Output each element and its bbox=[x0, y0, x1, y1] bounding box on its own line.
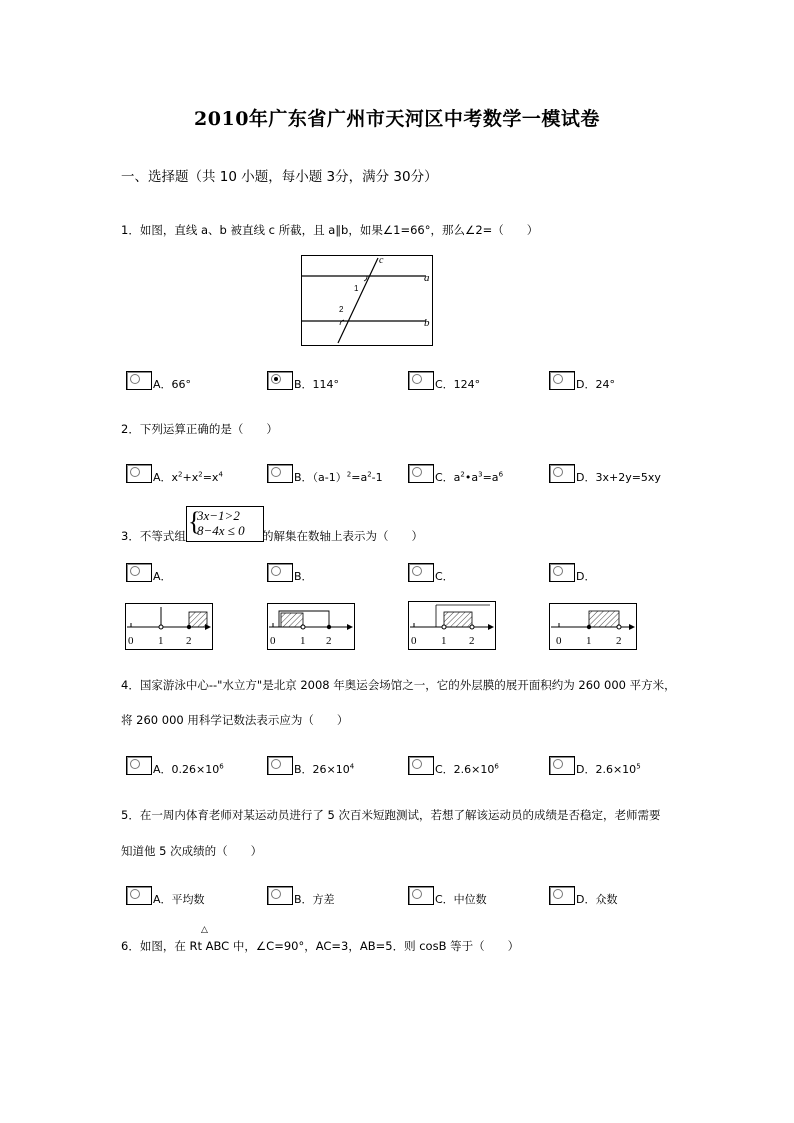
inequality-system: { 3x−1>2 8−4x ≤ 0 bbox=[186, 506, 264, 542]
label-angle-1: 1 bbox=[354, 284, 359, 293]
question-6-text: 6．如图，在 Rt ABC 中，∠C=90°，AC=3，AB=5．则 cosB 等于（ ） bbox=[121, 939, 520, 953]
question-1-figure bbox=[301, 255, 433, 346]
label-c: c bbox=[379, 255, 384, 266]
inequality-2: 8−4x ≤ 0 bbox=[197, 523, 245, 538]
question-1-text: 1．如图，直线 a、b 被直线 c 所截，且 a∥b，如果∠1=66°，那么∠2=（ ） bbox=[121, 223, 539, 237]
tick-2: 2 bbox=[326, 635, 332, 647]
option-label: D．3x+2y=5xy bbox=[576, 471, 661, 484]
label-angle-2: 2 bbox=[339, 305, 344, 314]
radio-button[interactable] bbox=[267, 886, 293, 905]
tick-0: 0 bbox=[411, 635, 417, 647]
option-label: D． bbox=[576, 570, 596, 583]
question-3-suffix: 的解集在数轴上表示为（ ） bbox=[262, 529, 423, 543]
tick-2: 2 bbox=[186, 635, 192, 647]
inequality-1: 3x−1>2 bbox=[197, 508, 240, 523]
label-a: a bbox=[424, 272, 430, 284]
question-3-prefix: 3．不等式组 bbox=[121, 529, 186, 543]
option-label: A．$x^2+x^2=x^4$ bbox=[153, 470, 223, 484]
option-label: C．$a^2•a^3=a^6$ bbox=[435, 470, 504, 484]
tick-0: 0 bbox=[270, 635, 276, 647]
option-label: B．114° bbox=[294, 378, 340, 391]
radio-button[interactable] bbox=[126, 886, 152, 905]
question-4-line-2: 将 260 000 用科学记数法表示应为（ ） bbox=[121, 713, 349, 727]
radio-button[interactable] bbox=[549, 371, 575, 390]
number-line-b bbox=[267, 603, 355, 650]
option-label: B．方差 bbox=[294, 893, 335, 906]
number-line-a bbox=[125, 603, 213, 650]
radio-button[interactable] bbox=[408, 756, 434, 775]
option-label: C． bbox=[435, 570, 454, 583]
option-label: A． bbox=[153, 570, 172, 583]
tick-2: 2 bbox=[616, 635, 622, 647]
radio-button[interactable] bbox=[126, 464, 152, 483]
option-label: A．66° bbox=[153, 378, 192, 391]
radio-button[interactable] bbox=[549, 756, 575, 775]
option-label: A．$0.26\times 10^6$ bbox=[153, 762, 224, 776]
radio-button-selected[interactable] bbox=[267, 371, 293, 390]
radio-button[interactable] bbox=[549, 886, 575, 905]
option-label: B．$26\times 10^4$ bbox=[294, 762, 355, 776]
tick-1: 1 bbox=[300, 635, 306, 647]
radio-button[interactable] bbox=[267, 563, 293, 582]
option-label: C．中位数 bbox=[435, 893, 487, 906]
triangle-symbol: △ bbox=[201, 925, 208, 935]
radio-button[interactable] bbox=[549, 563, 575, 582]
page-title: 2010年广东省广州市天河区中考数学一模试卷 bbox=[194, 108, 600, 130]
number-line-c bbox=[408, 601, 496, 650]
option-label: D．$2.6\times 10^5$ bbox=[576, 762, 641, 776]
option-label: D．众数 bbox=[576, 893, 618, 906]
radio-button[interactable] bbox=[408, 464, 434, 483]
tick-1: 1 bbox=[158, 635, 164, 647]
label-b: b bbox=[424, 317, 430, 329]
radio-button[interactable] bbox=[126, 371, 152, 390]
question-4-line-1: 4．国家游泳中心--"水立方"是北京 2008 年奥运会场馆之一，它的外层膜的展开面积约为 260 000 平方米， bbox=[121, 678, 676, 692]
section-heading: 一、选择题（共 10 小题，每小题 3分，满分 30分） bbox=[121, 169, 438, 185]
radio-button[interactable] bbox=[267, 464, 293, 483]
option-label: B．$(a-1)^2=a^2-1$ bbox=[294, 470, 383, 484]
radio-button[interactable] bbox=[549, 464, 575, 483]
radio-button[interactable] bbox=[408, 886, 434, 905]
radio-button[interactable] bbox=[126, 756, 152, 775]
radio-button[interactable] bbox=[408, 563, 434, 582]
question-5-line-1: 5．在一周内体育老师对某运动员进行了 5 次百米短跑测试，若想了解该运动员的成绩是否稳定，老师需要 bbox=[121, 808, 661, 822]
option-label: C．124° bbox=[435, 378, 481, 391]
number-line-d bbox=[549, 603, 637, 650]
question-2-text: 2．下列运算正确的是（ ） bbox=[121, 422, 278, 436]
tick-2: 2 bbox=[469, 635, 475, 647]
tick-0: 0 bbox=[128, 635, 134, 647]
radio-button[interactable] bbox=[267, 756, 293, 775]
option-label: C．$2.6\times 10^6$ bbox=[435, 762, 499, 776]
tick-0: 0 bbox=[556, 635, 562, 647]
tick-1: 1 bbox=[441, 635, 447, 647]
radio-button[interactable] bbox=[126, 563, 152, 582]
option-label: D．24° bbox=[576, 378, 615, 391]
radio-button[interactable] bbox=[408, 371, 434, 390]
question-5-line-2: 知道他 5 次成绩的（ ） bbox=[121, 844, 263, 858]
option-label: A．平均数 bbox=[153, 893, 205, 906]
option-label: B． bbox=[294, 570, 313, 583]
tick-1: 1 bbox=[586, 635, 592, 647]
